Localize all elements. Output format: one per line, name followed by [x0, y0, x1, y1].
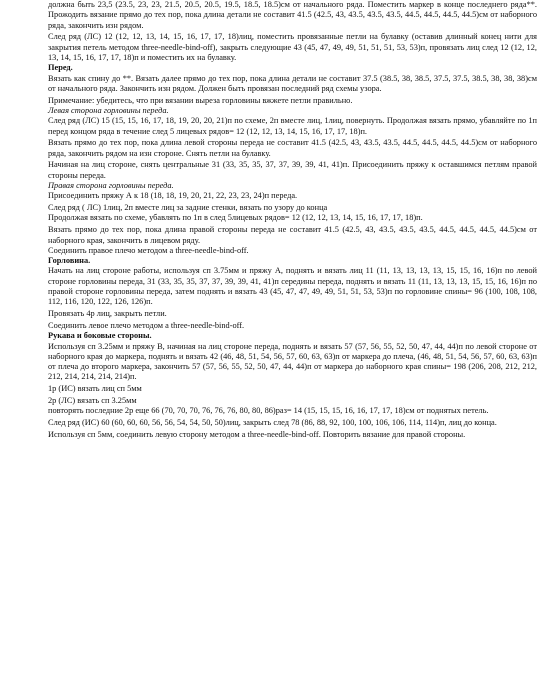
paragraph-row-1: 1р (ИС) вязать лиц сп 5мм: [48, 384, 142, 394]
paragraph-row-2: 2р (ЛС) вязать сп 3.25мм: [48, 395, 137, 405]
paragraph-right-shoulder: Соединить правое плечо методом а three-needle-bind-off.: [48, 245, 249, 255]
paragraph-neckline-bind: Провязать 4р лиц, закрыть петли.: [48, 309, 167, 319]
paragraph-right-decrease: Продолжая вязать по схеме, убавлять по 1п в след 5лицевых рядов= 12 (12, 12, 13, 14, 15, 16, 17, 17, 18)п.: [48, 213, 423, 223]
paragraph-neckline-pickup: Начать на лиц стороне работы, используя сп 3.75мм и пряжу А, поднять и вязать лиц 11 (11, 13, 13, 13, 13, 15, 15, 16, 16)п по левой стороне горловины переда, 31 (33, 35, 35, 37, 37, 39, 39, 41, 41)п середины переда, поднять и вязать 11 (11, 13, 13, 13, 15, 15, 16, 16)п по правой стороне горловины переда, затем поднять и вязать 43 (45, 47, 47, 49, 49, 51, 51, 53, 53)п по горловине спины= 96 (100, 108, 108, 112, 116, 120, 122, 126, 126)п.: [48, 266, 537, 307]
paragraph-center-stitches: Начиная на лиц стороне, снять центральные 31 (33, 35, 35, 37, 37, 39, 39, 41, 41)п. Присоединить пряжу к оставшимся петлям правой стороны переда.: [48, 160, 537, 180]
paragraph-right-straight: Вязать прямо до тех пор, пока длина правой стороны переда не составит 41.5 (42.5, 43, 43.5, 43.5, 43.5, 44.5, 44.5, 44.5, 44.5)см от наборного края, закончить в лицевом ряду.: [48, 225, 537, 245]
paragraph-repeat-rows: повторять последние 2р еще 66 (70, 70, 70, 76, 76, 76, 80, 80, 86)раз= 14 (15, 15, 15, 16, 16, 17, 17, 18)см от поднятых петель.: [48, 406, 489, 416]
heading-sleeves: Рукава и боковые стороны.: [48, 331, 152, 341]
paragraph-left-shoulder: Соединить левое плечо методом a three-needle-bind-off.: [48, 320, 245, 330]
paragraph-right-join: Присоединить пряжу А к 18 (18, 18, 19, 20, 21, 22, 23, 23, 24)п переда.: [48, 191, 298, 201]
paragraph-next-row-bind: След ряд (ИС) 60 (60, 60, 60, 56, 56, 54, 54, 50, 50)лиц, закрыть след 78 (86, 88, 92, 100, 100, 106, 106, 114, 114)п, лиц до конца.: [48, 418, 497, 428]
paragraph-front-intro: Вязать как спину до **. Вязать далее прямо до тех пор, пока длина детали не составит 37.5 (38.5, 38, 38.5, 37.5, 37.5, 38.5, 38, 38, 38)см от начального ряда. Закончить изн рядом. Должен быть провязан последний ряд схемы узора.: [48, 73, 537, 93]
paragraph-left-neck-row: След ряд (ЛС) 15 (15, 15, 16, 17, 18, 19, 20, 20, 21)п по схеме, 2п вместе лиц, 1лиц, повернуть. Продолжая вязать прямо, убавляйте по 1п перед концом ряда в течение след 5 лицевых рядов= 12 (12, 12, 13, 14, 15, 16, 17, 17, 18)п.: [48, 116, 537, 136]
paragraph-back-shoulders: След ряд (ЛС) 12 (12, 12, 13, 14, 15, 16, 17, 17, 18)лиц, поместить провязанные петли на булавку (оставив длинный конец нити для закрытия петель методом three-needle-bind-off), закрыть следующие 43 (45, 47, 49, 49, 51, 51, 51, 53, 53)п, провязать лиц след 12 (12, 12, 13, 14, 15, 16, 17, 17, 18)п и поместить их на булавку.: [48, 32, 537, 62]
heading-neckline: Горловина.: [48, 256, 91, 266]
paragraph-final-join: Используя сп 5мм, соединить левую сторону методом а three-needle-bind-off. Повторить вязание для правой стороны.: [48, 429, 466, 439]
heading-front: Перед.: [48, 63, 73, 73]
subheading-right-neck: Правая сторона горловины переда.: [48, 181, 174, 191]
paragraph-sleeve-pickup: Используя сп 3.25мм и пряжу В, начиная на лиц стороне переда, поднять и вязать 57 (57, 56, 55, 52, 50, 47, 44, 44)п по левой стороне от наборного края до маркера, поднять и вязать 42 (46, 48, 51, 54, 56, 57, 60, 63, 63)п от маркера до плеча, (46, 48, 51, 54, 56, 57, 60, 63, 63)п от плеча до второго маркера, закончить 57 (57, 56, 55, 52, 50, 47, 44, 44)п от маркера до наборного края спины= 198 (206, 208, 212, 212, 212, 214, 214, 214, 214)п.: [48, 341, 537, 382]
paragraph-left-neck-straight: Вязать прямо до тех пор, пока длина левой стороны переда не составит 41.5 (42.5, 43, 43.5, 43.5, 44.5, 44.5, 44.5, 44.5)см от наборного ряда, закончить рядом на изн стороне. Снять петли на булавку.: [48, 138, 537, 158]
paragraph-right-next-row: След ряд ( ЛС) 1лиц, 2п вместе лиц за задние стенки, вязать по узору до конца: [48, 203, 328, 213]
subheading-left-neck: Левая сторона горловины переда.: [48, 105, 169, 115]
paragraph-back-marker: должна быть 23,5 (23.5, 23, 23, 21.5, 20.5, 20.5, 19.5, 18.5, 18.5)см от начального ряда. Поместить маркер в конце последнего ряда**. Прожодить вязание прямо до тех пор, пока длина детали не составит 41.5 (42.5, 43, 43.5, 43.5, 43.5, 44.5, 44.5, 44.5, 44.5)см от наборного ряда, закончить изн рядом.: [48, 0, 537, 30]
paragraph-note: Примечание: убедитесь, что при вязании выреза горловины вжжете петли правильно.: [48, 95, 353, 105]
